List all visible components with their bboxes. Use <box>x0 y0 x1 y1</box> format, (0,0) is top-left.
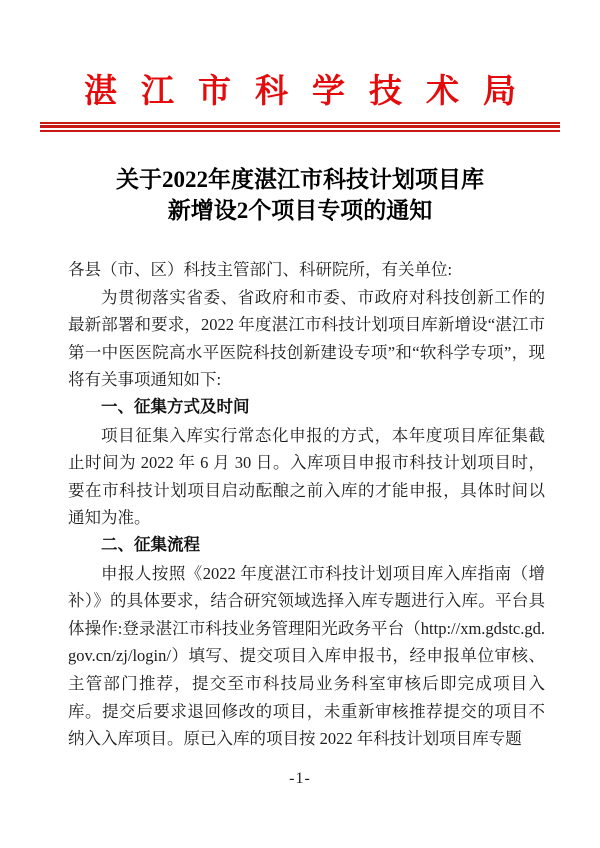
divider-line-middle <box>40 125 560 128</box>
letterhead-agency-title: 湛江市科学技术局 <box>84 74 540 110</box>
page-number: -1- <box>289 770 311 787</box>
section-heading-1: 一、征集方式及时间 <box>101 397 250 416</box>
section-1-paragraph: 项目征集入库实行常态化申报的方式，本年度项目库征集截止时间为 2022 年 6 月 30 日。入库项目申报市科技计划项目时，要在市科技计划项目启动酝酿之前入库的才能申报，具体时间以通知为准。 <box>68 425 545 528</box>
divider-line-top <box>40 122 560 124</box>
document-title <box>0 164 600 226</box>
divider-line-bottom <box>40 130 560 132</box>
document-title-line2: 新增设2个项目专项的通知 <box>167 198 433 223</box>
section-heading-2: 二、征集流程 <box>101 535 200 554</box>
intro-paragraph: 为贯彻落实省委、省政府和市委、市政府对科技创新工作的最新部署和要求，2022 年度湛江市科技计划项目库新增设“湛江市第一中医医院高水平医院科技创新建设专项”和“软科学专项”，现将有关事项通知如下: <box>68 287 545 390</box>
section-2-paragraph: 申报人按照《2022 年度湛江市科技计划项目库入库指南（增补）》的具体要求，结合研究领域选择入库专题进行入库。平台具体操作:登录湛江市科技业务管理阳光政务平台（http://xm.gdstc.gd.gov.cn/zj/login/）填写、提交项目入库申报书，经申报单位审核、主管部门推荐，提交至市科技局业务科室审核后即完成项目入库。提交后要求退回修改的项目，未重新审核推荐提交的项目不纳入入库项目。原已入库的项目按 2022 年科技计划项目库专题 <box>68 563 545 749</box>
salutation-line: 各县（市、区）科技主管部门、科研院所，有关单位: <box>68 260 453 279</box>
document-body <box>68 256 545 753</box>
document-title-line1: 关于2022年度湛江市科技计划项目库 <box>116 167 484 192</box>
letterhead-divider <box>40 122 560 132</box>
